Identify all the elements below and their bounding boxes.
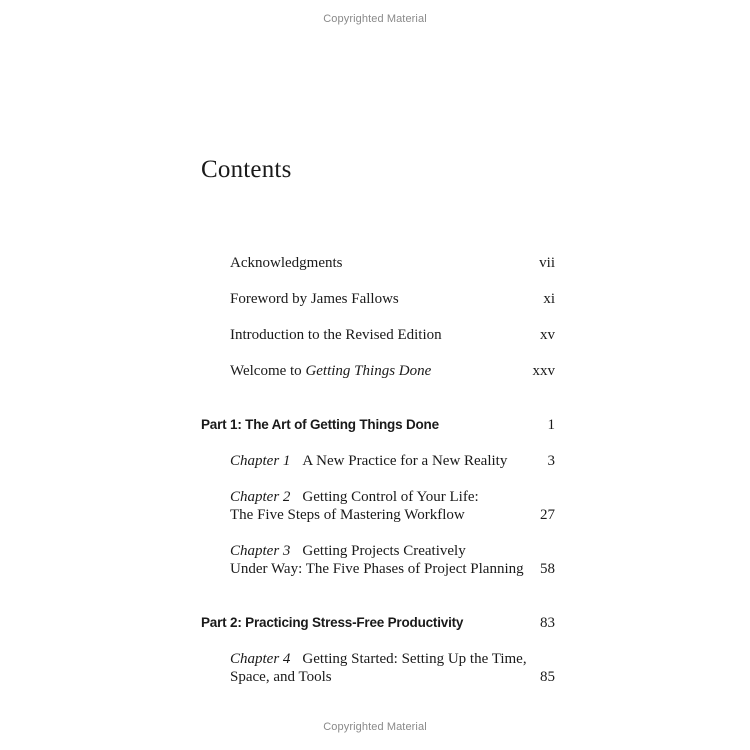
chapter-title-line: A New Practice for a New Reality	[302, 453, 508, 469]
chapter-number: Chapter 3	[230, 543, 291, 559]
toc-page-number: vii	[539, 255, 555, 271]
toc-page-number: xi	[543, 291, 555, 307]
toc-entry-label	[230, 362, 520, 380]
toc-chapter-3	[230, 542, 555, 578]
toc-entry-introduction	[230, 326, 555, 344]
toc-entry-acknowledgments	[230, 254, 555, 272]
part-title: Part 2: Practicing Stress-Free Productivity	[201, 615, 464, 630]
chapter-title-line: Getting Control of Your Life:	[302, 489, 479, 505]
chapter-title-line: The Five Steps of Mastering Workflow	[230, 507, 465, 523]
toc-entry-label-prefix: Welcome to	[230, 363, 306, 379]
toc-entry-label: Foreword by James Fallows	[230, 291, 399, 307]
toc-page-number: 58	[540, 561, 555, 577]
toc-entry-foreword	[230, 290, 555, 308]
toc-page-number: xv	[540, 327, 555, 343]
book-title-italic: Getting Things Done	[305, 363, 432, 379]
chapter-number: Chapter 4	[230, 651, 291, 667]
chapter-number: Chapter 2	[230, 489, 291, 505]
toc-entry-welcome	[230, 362, 555, 380]
toc-page-number: 83	[540, 615, 555, 631]
toc-entry-label: Introduction to the Revised Edition	[230, 327, 442, 343]
page-title: Contents	[201, 156, 292, 183]
toc-part-2	[201, 614, 555, 632]
toc-page-number: 1	[547, 417, 555, 433]
chapter-title-line: Under Way: The Five Phases of Project Planning	[230, 561, 524, 577]
copyright-watermark-bottom: Copyrighted Material	[323, 721, 427, 733]
chapter-number: Chapter 1	[230, 453, 291, 469]
chapter-title-line: Getting Projects Creatively	[302, 543, 466, 559]
toc-page-number: 85	[540, 669, 555, 685]
toc-part-1	[201, 416, 555, 434]
copyright-watermark-top: Copyrighted Material	[323, 13, 427, 25]
toc-chapter-4	[230, 650, 555, 686]
chapter-title-line: Space, and Tools	[230, 669, 332, 685]
chapter-title-line: Getting Started: Setting Up the Time,	[302, 651, 527, 667]
toc-chapter-2	[230, 488, 555, 524]
toc-page-number: xxv	[532, 363, 555, 379]
toc-chapter-1	[230, 452, 555, 470]
toc-page-number: 27	[540, 507, 555, 523]
part-title: Part 1: The Art of Getting Things Done	[201, 417, 439, 432]
toc-entry-label: Acknowledgments	[230, 255, 343, 271]
toc-page-number: 3	[547, 453, 555, 469]
